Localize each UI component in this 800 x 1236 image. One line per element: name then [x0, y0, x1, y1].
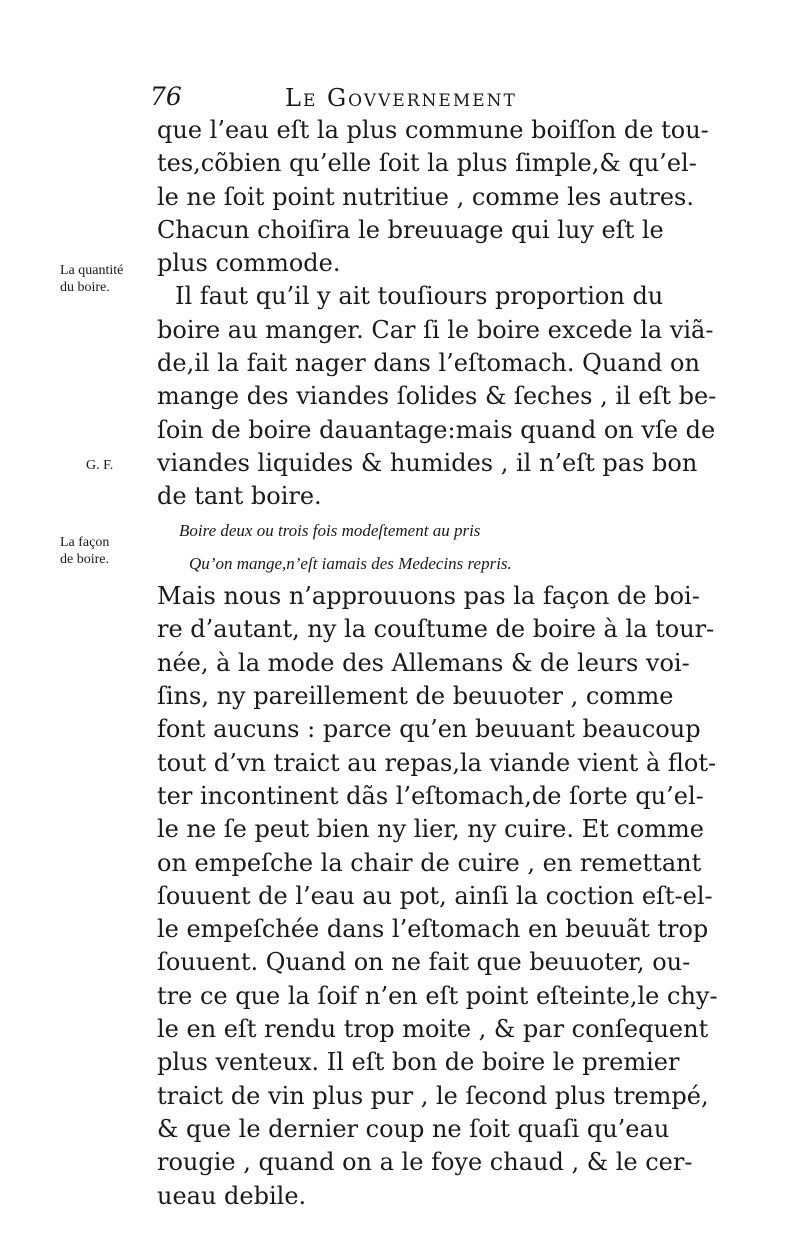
text-line: ſouuent de l’eau au pot, ainſi la coction eſt-el- — [157, 881, 713, 910]
text-line: boire au manger. Car ſi le boire excede la viã- — [157, 315, 714, 344]
text-line: traict de vin plus pur , le ſecond plus trempé, — [157, 1081, 709, 1110]
body-text — [157, 114, 718, 1213]
text-line: ſoin de boire dauantage:mais quand on vſe de — [157, 415, 716, 444]
text-line: de,il la fait nager dans l’eſtomach. Quand on — [157, 349, 700, 378]
text-line: que l’eau eſt la plus commune boiſſon de tou- — [157, 116, 709, 144]
text-line: ueau debile. — [157, 1181, 307, 1210]
text-line: le en eſt rendu trop moite , & par conſequent — [157, 1015, 709, 1044]
verse-line: Qu’on mange,n’eſt iamais des Medecins repris. — [189, 553, 512, 573]
page-header — [150, 82, 650, 118]
text-line: rougie , quand on a le foye chaud , & le cer- — [157, 1148, 693, 1177]
text-line: ſouuent. Quand on ne fait que beuuoter, ou- — [157, 948, 691, 977]
text-line: & que le dernier coup ne ſoit quaſi qu’eau — [157, 1114, 670, 1143]
text-line: née, à la mode des Allemans & de leurs voi- — [157, 648, 690, 677]
text-line: font aucuns : parce qu’en beuuant beaucoup — [157, 715, 701, 744]
text-line: Chacun choiſira le breuuage qui luy eſt le — [157, 215, 664, 244]
text-line: on empeſche la chair de cuire , en remettant — [157, 848, 702, 877]
text-line: le empeſchée dans l’eſtomach en beuuãt trop — [157, 915, 709, 944]
page-number: 76 — [150, 82, 182, 111]
text-line: tout d’vn traict au repas,la viande vient à flot- — [157, 748, 717, 777]
text-line: ter incontinent dãs l’eſtomach,de ſorte qu’el- — [157, 781, 704, 810]
text-line: re d’autant, ny la couſtume de boire à la tour- — [157, 615, 715, 644]
text-line: tre ce que la ſoif n’en eſt point eſteinte,le chy- — [157, 981, 718, 1010]
text-line: Il faut qu’il y ait touſiours proportion du — [175, 282, 664, 311]
text-line: mange des viandes ſolides & ſeches , il eſt be- — [157, 382, 717, 411]
text-line: viandes liquides & humides , il n’eſt pas bon — [157, 448, 698, 477]
margin-note-quantite — [60, 262, 160, 296]
running-title: Le Govvernement — [285, 84, 517, 112]
text-line: de tant boire. — [157, 482, 322, 511]
margin-note-line: La façon — [60, 535, 110, 550]
text-line: le ne ſe peut bien ny lier, ny cuire. Et comme — [157, 815, 704, 844]
verse-line: Boire deux ou trois fois modeſtement au pris — [179, 520, 481, 540]
text-line: plus venteux. Il eſt bon de boire le premier — [157, 1048, 680, 1077]
margin-note-line: La quantité — [60, 263, 124, 278]
text-line: ſins, ny pareillement de beuuoter , comme — [157, 682, 674, 711]
text-line: tes,cõbien qu’elle ſoit la plus ſimple,& qu’el- — [157, 149, 697, 178]
margin-note-line: de boire. — [60, 552, 109, 567]
margin-note-line: G. F. — [86, 458, 114, 473]
margin-note-facon — [60, 534, 160, 568]
margin-note-line: du boire. — [60, 280, 110, 295]
text-line: Mais nous n’approuuons pas la façon de boi- — [157, 582, 700, 611]
text-line: le ne ſoit point nutritiue , comme les autres. — [157, 182, 694, 211]
text-line: plus commode. — [157, 249, 341, 278]
